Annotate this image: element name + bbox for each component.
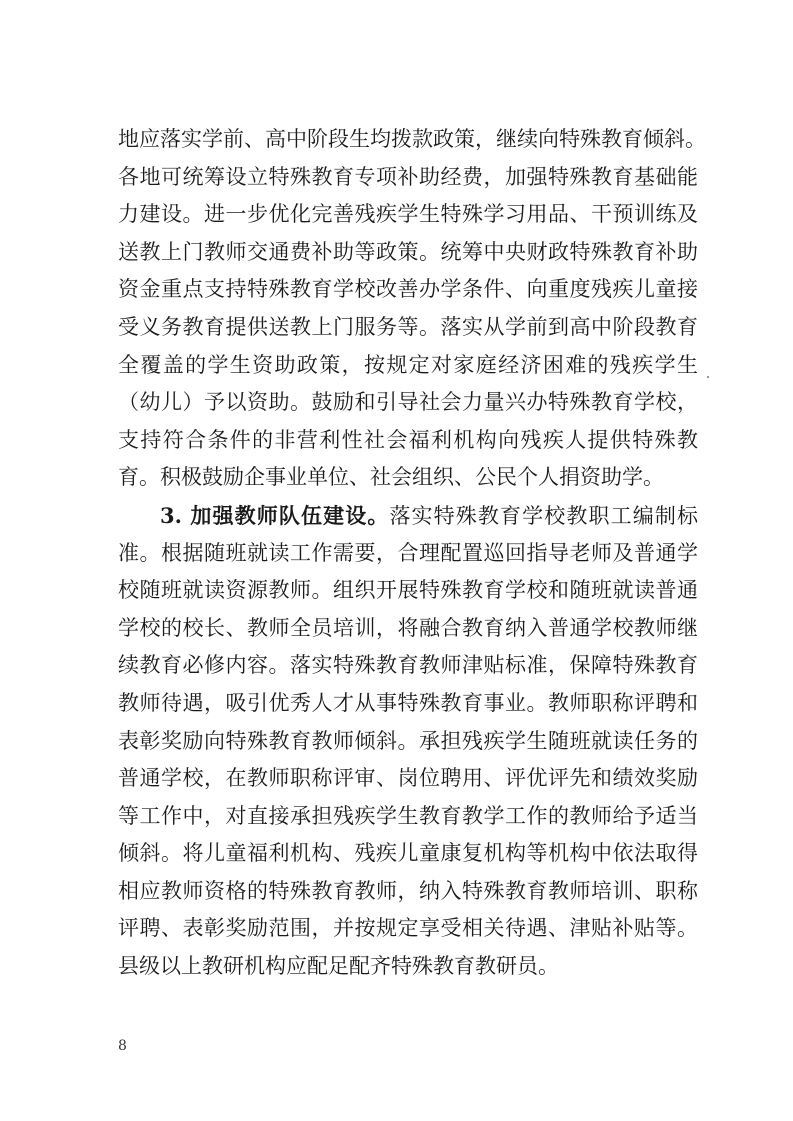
text-line: 校随班就读资源教师。组织开展特殊教育学校和随班就读普通 — [118, 578, 698, 603]
paragraph-first-line — [118, 497, 698, 535]
text-line: 教师待遇，吸引优秀人才从事特殊教育事业。教师职称评聘和 — [118, 690, 698, 715]
section-heading: 3. 加强教师队伍建设。 — [160, 502, 390, 528]
text-line: 受义务教育提供送教上门服务等。落实从学前到高中阶段教育 — [118, 314, 698, 339]
text-line: 评聘、表彰奖励范围，并按规定享受相关待遇、津贴补贴等。 — [118, 916, 698, 941]
text-line: 续教育必修内容。落实特殊教育教师津贴标准，保障特殊教育 — [118, 653, 698, 678]
text-line: 资金重点支持特殊教育学校改善办学条件、向重度残疾儿童接 — [118, 277, 698, 302]
text-line: 普通学校，在教师职称评审、岗位聘用、评优评先和绩效奖励 — [118, 766, 698, 791]
page-number: 8 — [118, 1038, 127, 1054]
text-line: 县级以上教研机构应配足配齐特殊教育教研员。 — [118, 954, 559, 979]
text-line: 各地可统筹设立特殊教育专项补助经费，加强特殊教育基础能 — [118, 164, 698, 189]
text-line: 倾斜。将儿童福利机构、残疾儿童康复机构等机构中依法取得 — [118, 841, 698, 866]
text-line: 学校的校长、教师全员培训，将融合教育纳入普通学校教师继 — [118, 615, 698, 640]
body-text — [118, 121, 706, 986]
text-line: 支持符合条件的非营利性社会福利机构向残疾人提供特殊教 — [118, 427, 698, 452]
text-line: 地应落实学前、高中阶段生均拨款政策，继续向特殊教育倾斜。 — [118, 127, 706, 151]
text-line: 等工作中，对直接承担残疾学生教育教学工作的教师给予适当 — [118, 803, 698, 828]
text-line: 表彰奖励向特殊教育教师倾斜。承担残疾学生随班就读任务的 — [118, 728, 698, 753]
text-line: 育。积极鼓励企事业单位、社会组织、公民个人捐资助学。 — [118, 465, 664, 490]
text-line: 相应教师资格的特殊教育教师，纳入特殊教育教师培训、职称 — [118, 878, 698, 903]
text-line: 送教上门教师交通费补助等政策。统筹中央财政特殊教育补助 — [118, 239, 698, 264]
text-line: 力建设。进一步优化完善残疾学生特殊学习用品、干预训练及 — [118, 202, 698, 227]
text-run: 落实特殊教育学校教职工编制标 — [389, 503, 698, 528]
text-line: （幼儿）予以资助。鼓励和引导社会力量兴办特殊教育学校， — [118, 390, 698, 415]
text-line: 准。根据随班就读工作需要，合理配置巡回指导老师及普通学 — [118, 540, 698, 565]
scan-speck — [707, 376, 709, 378]
text-line: 全覆盖的学生资助政策，按规定对家庭经济困难的残疾学生 — [118, 352, 698, 377]
